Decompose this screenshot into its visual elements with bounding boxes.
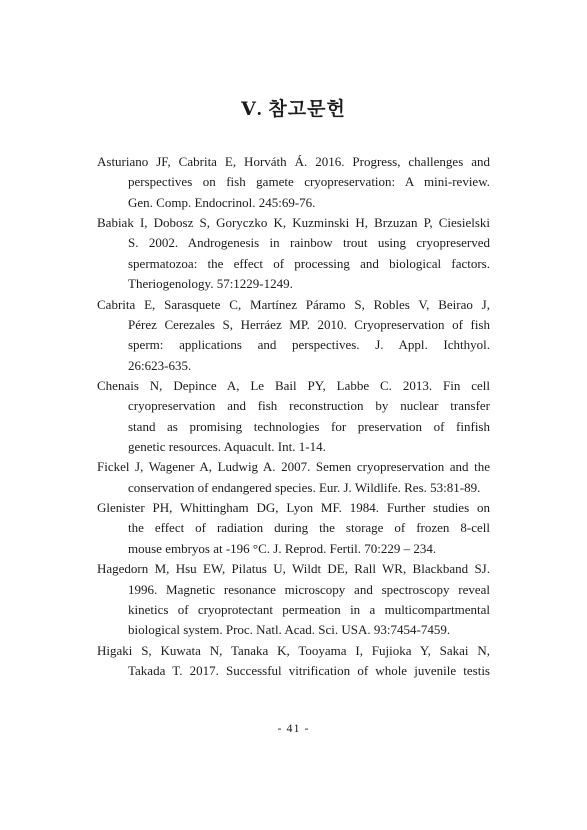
reference-line: mouse embryos at -196 °C. J. Reprod. Fertil. 70:229 – 234.	[128, 540, 437, 556]
reference-line: Hagedorn M, Hsu EW, Pilatus U, Wildt DE, Rall WR, Blackband SJ.	[97, 561, 490, 577]
reference-line: sperm: applications and perspectives. J. Appl. Ichthyol.	[128, 337, 490, 353]
reference-line: Chenais N, Depince A, Le Bail PY, Labbe C. 2013. Fin cell	[97, 377, 490, 393]
reference-line: kinetics of cryoprotectant permeation in a multicompartmental	[128, 601, 490, 617]
reference-line: Higaki S, Kuwata N, Tanaka K, Tooyama I, Fujioka Y, Sakai N,	[97, 642, 490, 658]
reference-line: conservation of endangered species. Eur. J. Wildlife. Res. 53:81-89.	[128, 479, 481, 495]
reference-line: 26:623-635.	[128, 357, 192, 373]
reference-line: Cabrita E, Sarasquete C, Martínez Páramo S, Robles V, Beirao J,	[97, 296, 490, 312]
reference-line: Gen. Comp. Endocrinol. 245:69-76.	[128, 194, 316, 210]
reference-line: Pérez Cerezales S, Herráez MP. 2010. Cryopreservation of fish	[128, 316, 490, 332]
reference-line: Babiak I, Dobosz S, Goryczko K, Kuzminski H, Brzuzan P, Ciesielski	[97, 215, 490, 231]
reference-entry	[97, 559, 490, 640]
reference-entry	[97, 498, 490, 559]
reference-line: S. 2002. Androgenesis in rainbow trout using cryopreserved	[128, 235, 490, 251]
reference-entry	[97, 152, 490, 213]
reference-line: biological system. Proc. Natl. Acad. Sci. USA. 93:7454-7459.	[128, 622, 451, 638]
reference-entry	[97, 213, 490, 294]
reference-line: Glenister PH, Whittingham DG, Lyon MF. 1984. Further studies on	[97, 500, 490, 516]
reference-line: Fickel J, Wagener A, Ludwig A. 2007. Semen cryopreservation and the	[97, 459, 490, 475]
reference-line: the effect of radiation during the storage of frozen 8-cell	[128, 520, 490, 536]
page-number: - 41 -	[277, 721, 310, 735]
reference-entry	[97, 457, 490, 498]
reference-line: 1996. Magnetic resonance microscopy and spectroscopy reveal	[128, 581, 490, 597]
reference-line: stand as promising technologies for preservation of finfish	[128, 418, 490, 434]
reference-line: perspectives on fish gamete cryopreservation: A mini-review.	[128, 174, 490, 190]
reference-entry	[97, 641, 490, 682]
reference-entry	[97, 376, 490, 457]
reference-line: Asturiano JF, Cabrita E, Horváth Á. 2016. Progress, challenges and	[97, 154, 490, 169]
section-title: Ⅴ. 참고문헌	[241, 99, 346, 120]
reference-entry	[97, 295, 490, 376]
reference-line: genetic resources. Aquacult. Int. 1-14.	[128, 439, 326, 455]
reference-line: Takada T. 2017. Successful vitrification of whole juvenile testis	[128, 662, 490, 678]
reference-list	[97, 152, 490, 681]
reference-line: spermatozoa: the effect of processing and biological factors.	[128, 255, 490, 271]
reference-line: cryopreservation and fish reconstruction by nuclear transfer	[128, 398, 490, 414]
reference-line: Theriogenology. 57:1229-1249.	[128, 276, 293, 292]
